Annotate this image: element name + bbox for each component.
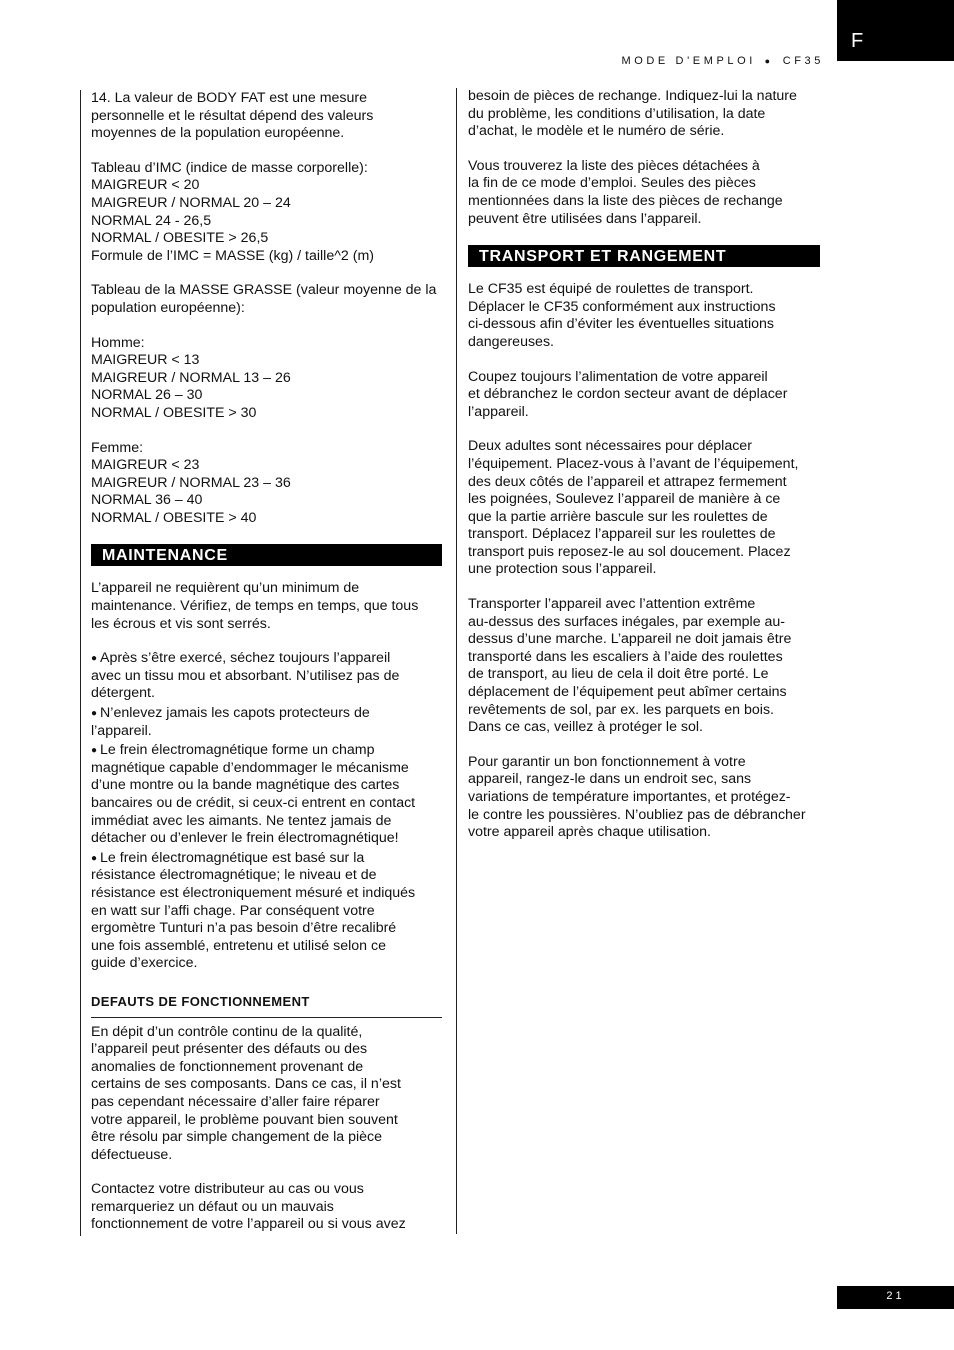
text-line: ● N’enlevez jamais les capots protecteurs de	[91, 705, 370, 722]
text-line: d’achat, le modèle et le numéro de série.	[468, 123, 725, 140]
right-column	[456, 88, 820, 1234]
header-manual-title: MODE D'EMPLOI	[621, 55, 756, 67]
spare-parts-list-note	[468, 158, 820, 228]
text-line: bancaires ou de crédit, si ceux-ci entrent en contact	[91, 795, 416, 811]
text-line: En dépit d’un contrôle continu de la qualité,	[91, 1023, 363, 1040]
text-line: le contre les poussières. N’oubliez pas de débrancher	[468, 806, 806, 823]
text-line: Vous trouverez la liste des pièces détachées à	[468, 157, 760, 174]
text-line: déplacement de l’équipement peut abîmer certains	[468, 684, 787, 701]
text-line: Pour garantir un bon fonctionnement à votre	[468, 753, 746, 770]
text-line: L’appareil ne requièrent qu’un minimum de	[91, 580, 360, 597]
text-line: détergent.	[91, 685, 155, 702]
text-line: fonctionnement de votre l’appareil ou si vous avez	[91, 1216, 406, 1233]
bmi-table	[91, 160, 442, 266]
text-line: et débranchez le cordon secteur avant de déplacer	[468, 386, 788, 403]
text-line: de transport, au lieu de cela il doit être porté. Le	[468, 666, 769, 683]
language-tab	[837, 0, 954, 61]
body-fat-note	[91, 90, 442, 143]
text-line: NORMAL / OBESITE > 40	[91, 509, 257, 526]
text-line: NORMAL 26 – 30	[91, 387, 203, 404]
header-model: CF35	[782, 55, 824, 67]
text-line: transporté dans les escaliers à l’aide des roulettes	[468, 648, 783, 665]
text-line: 14. La valeur de BODY FAT est une mesure	[91, 90, 368, 106]
left-column	[80, 90, 442, 1236]
text-line: NORMAL 36 – 40	[91, 492, 203, 509]
text-line: détacher ou d’enlever le frein électromagnétique!	[91, 830, 399, 847]
text-line: magnétique capable d’endommager le mécanisme	[91, 759, 409, 776]
maintenance-heading: MAINTENANCE	[91, 544, 442, 566]
text-line: en watt sur l’affi chage. Par conséquent votre	[91, 902, 375, 919]
text-line: peuvent être utilisées dans l’appareil.	[468, 210, 702, 227]
text-line: résistance électromagnétique; le niveau et de	[91, 867, 377, 884]
text-line: certains de ses composants. Dans ce cas, il n’est	[91, 1076, 401, 1093]
text-line: ● Le frein électromagnétique forme un champ	[91, 742, 375, 759]
text-line: les poignées, Soulevez l’appareil de manière à ce	[468, 491, 781, 508]
text-line: l’appareil.	[91, 722, 152, 739]
text-line: ● Après s’être exercé, séchez toujours l’appareil	[91, 650, 391, 667]
text-line: NORMAL / OBESITE > 26,5	[91, 230, 269, 247]
text-line: MAIGREUR < 13	[91, 352, 200, 369]
text-line: Transporter l’appareil avec l’attention extrême	[468, 596, 756, 613]
text-line: guide d’exercice.	[91, 955, 198, 972]
text-line: être résolu par simple changement de la pièce	[91, 1129, 383, 1146]
bullet-icon: ●	[91, 745, 98, 757]
text-line: l’équipement. Placez-vous à l’avant de l’équipement,	[468, 455, 799, 472]
text-line: ● Le frein électromagnétique est basé sur la	[91, 849, 365, 866]
text-line: Tableau d’IMC (indice de masse corporelle):	[91, 159, 368, 176]
text-line: Contactez votre distributeur au cas ou vous	[91, 1181, 364, 1198]
text-line: revêtements de sol, par ex. les parquets en bois.	[468, 701, 774, 718]
text-line: MAIGREUR / NORMAL 23 – 36	[91, 474, 291, 491]
text-line: transport puis reposez-le au sol doucement. Placez	[468, 543, 791, 560]
text-line: Coupez toujours l’alimentation de votre appareil	[468, 368, 768, 385]
text-line: ergomètre Tunturi n’a pas besoin d’être recalibré	[91, 920, 397, 937]
text-line: immédiat avec les aimants. Ne tentez jamais de	[91, 812, 392, 829]
text-line: votre appareil après chaque utilisation.	[468, 824, 711, 841]
text-line: Dans ce cas, veillez à protéger le sol.	[468, 719, 703, 736]
spare-parts-request	[468, 88, 820, 141]
bullet-item-magnetic-field	[91, 742, 442, 848]
malfunction-heading: DEFAUTS DE FONCTIONNEMENT	[91, 993, 442, 1018]
text-line: transport. Déplacez l’appareil sur les roulettes de	[468, 526, 776, 543]
text-line: Déplacer le CF35 conformément aux instructions	[468, 298, 776, 315]
bullet-icon: ●	[91, 653, 98, 665]
text-line: l’appareil.	[468, 403, 529, 420]
contact-distributor-text	[91, 1181, 442, 1234]
text-line: moyennes de la population européenne.	[91, 125, 345, 142]
transport-heading: TRANSPORT ET RANGEMENT	[468, 245, 820, 267]
text-line: appareil, rangez-le dans un endroit sec, sans	[468, 771, 752, 788]
bullet-icon: ●	[91, 852, 98, 864]
bullet-item-dry	[91, 650, 442, 703]
text-line: une fois assemblé, entretenu et utilisé selon ce	[91, 937, 386, 954]
text-line: population européenne):	[91, 299, 245, 316]
text-line: votre appareil, le problème pouvant bien souvent	[91, 1111, 398, 1128]
malfunction-text	[91, 1024, 442, 1165]
text-line: l’appareil peut présenter des défauts ou des	[91, 1041, 368, 1058]
text-line: du problème, les conditions d’utilisation, la date	[468, 105, 766, 122]
bullet-icon: ●	[91, 708, 98, 720]
uneven-surfaces-text	[468, 596, 820, 737]
text-line: une protection sous l’appareil.	[468, 561, 657, 578]
bullet-item-calibration	[91, 850, 442, 973]
fat-mass-women	[91, 440, 442, 528]
text-line: Deux adultes sont nécessaires pour déplacer	[468, 438, 752, 455]
text-line: au-dessus des surfaces inégales, par exemple au-	[468, 613, 786, 630]
text-line: Homme:	[91, 334, 145, 351]
text-line: variations de température importantes, et protégez-	[468, 789, 791, 805]
bullet-item-covers	[91, 705, 442, 740]
unplug-text	[468, 369, 820, 422]
text-line: des deux côtés de l’appareil et attrapez fermement	[468, 473, 787, 490]
text-line: MAIGREUR / NORMAL 20 – 24	[91, 194, 291, 211]
two-adults-text	[468, 438, 820, 579]
page-number: 21	[837, 1286, 954, 1309]
text-line: Tableau de la MASSE GRASSE (valeur moyenne de la	[91, 282, 437, 299]
text-line: maintenance. Vérifiez, de temps en temps, que tous	[91, 598, 419, 615]
text-line: anomalies de fonctionnement provenant de	[91, 1058, 364, 1075]
text-line: NORMAL / OBESITE > 30	[91, 404, 257, 421]
text-line: remarqueriez un défaut ou un mauvais	[91, 1198, 334, 1215]
text-line: d’une montre ou la bande magnétique des cartes	[91, 777, 400, 794]
text-line: personnelle et le résultat dépend des valeurs	[91, 107, 374, 124]
maintenance-intro	[91, 580, 442, 633]
text-line: Le CF35 est équipé de roulettes de transport.	[468, 281, 754, 298]
text-line: Femme:	[91, 439, 144, 456]
running-header	[621, 55, 824, 67]
text-line: la fin de ce mode d’emploi. Seules des pièces	[468, 175, 756, 192]
transport-wheels-text	[468, 281, 820, 351]
text-line: Formule de l’IMC = MASSE (kg) / taille^2 (m)	[91, 247, 374, 264]
text-line: pas cependant nécessaire d’aller faire réparer	[91, 1093, 380, 1110]
fat-mass-table-intro	[91, 282, 442, 317]
text-line: MAIGREUR < 23	[91, 457, 200, 474]
text-line: dangereuses.	[468, 333, 554, 350]
fat-mass-men	[91, 335, 442, 423]
bullet-dot-icon: ●	[764, 56, 771, 66]
text-line: NORMAL 24 - 26,5	[91, 212, 212, 229]
text-line: mentionnées dans la liste des pièces de rechange	[468, 192, 783, 209]
text-line: MAIGREUR < 20	[91, 177, 200, 194]
text-line: résistance est électroniquement mésuré et indiqués	[91, 884, 416, 901]
text-line: besoin de pièces de rechange. Indiquez-lui la nature	[468, 88, 797, 104]
text-line: MAIGREUR / NORMAL 13 – 26	[91, 369, 291, 386]
language-letter: F	[851, 30, 864, 52]
text-line: avec un tissu mou et absorbant. N’utilisez pas de	[91, 667, 400, 684]
text-line: défectueuse.	[91, 1146, 173, 1163]
text-line: que la partie arrière bascule sur les roulettes de	[468, 508, 768, 525]
text-line: les écrous et vis sont serrés.	[91, 615, 271, 632]
text-line: ci-dessous afin d’éviter les éventuelles situations	[468, 316, 774, 333]
text-line: dessus d’une marche. L’appareil ne doit jamais être	[468, 631, 792, 648]
storage-text	[468, 754, 820, 842]
